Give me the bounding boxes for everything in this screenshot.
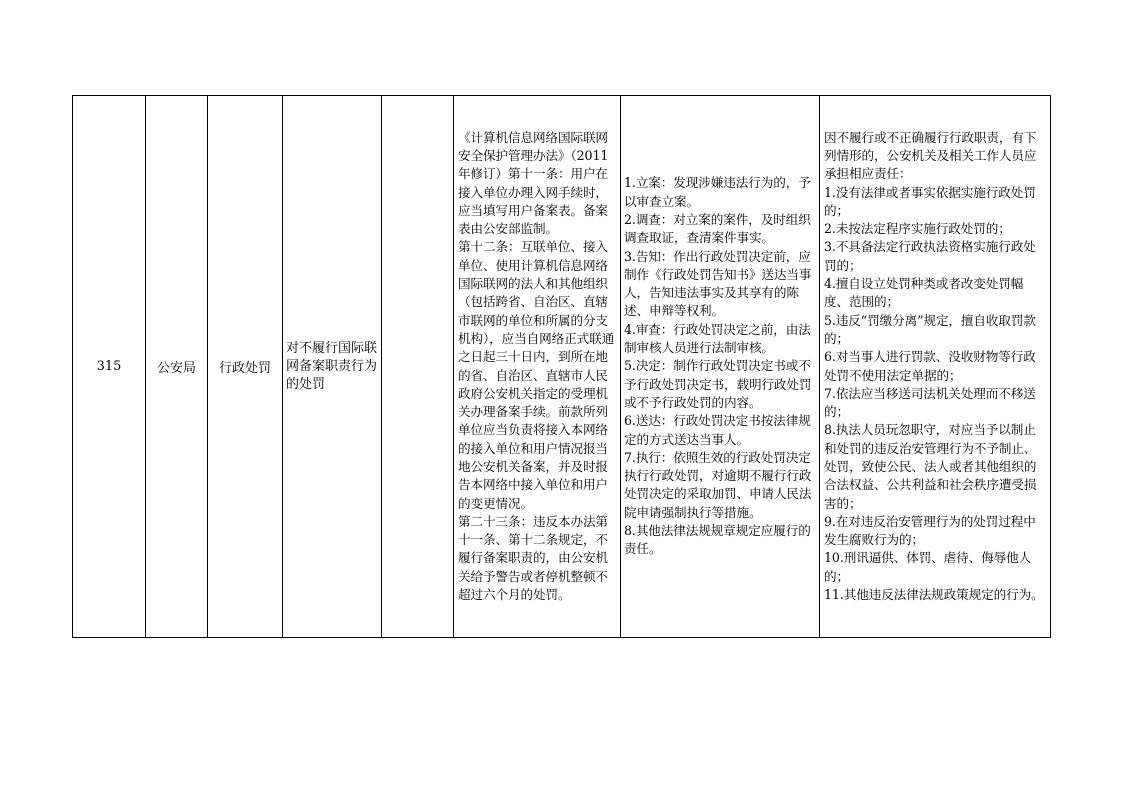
process-step: 6.送达：行政处罚决定书按法律规定的方式送达当事人。 bbox=[624, 413, 811, 447]
responsibility-table bbox=[72, 95, 1051, 638]
item-number-cell bbox=[73, 96, 146, 638]
liability-item: 1.没有法律或者事实依据实施行政处罚的； bbox=[824, 184, 1036, 218]
basis-paragraph: 第二十三条：违反本办法第十一条、第十二条规定，不履行备案职责的，由公安机关给予警告或者停机整顿不超过六个月的处罚。 bbox=[458, 513, 608, 603]
liability-item: 因不履行或不正确履行行政职责，有下列情形的，公安机关及相关工作人员应承担相应责任： bbox=[824, 129, 1037, 182]
liability-items bbox=[820, 129, 1050, 605]
item-name: 对不履行国际联网备案职责行为的处罚 bbox=[286, 340, 378, 392]
item-type-cell bbox=[208, 96, 283, 638]
basis-paragraph: 第十二条：互联单位、接入单位、使用计算机信息网络国际联网的法人和其他组织（包括跨省、自治区、直辖市联网的单位和所属的分支机构），应当自网络正式联通之日起三十日内，到所在地的省、自治区、直辖市人民政府公安机关指定的受理机关办理备案手续。前款所列单位应当负责将接入本网络的接入单位和用户情况报当地公安机关备案，并及时报告本网络中接入单位和用户的变更情况。 bbox=[458, 239, 615, 511]
process-steps bbox=[621, 174, 819, 558]
liability-item: 9.在对违反治安管理行为的处罚过程中发生腐败行为的； bbox=[824, 513, 1036, 548]
process-step: 1.立案：发现涉嫌违法行为的，予以审查立案。 bbox=[624, 175, 811, 209]
liability-item: 8.执法人员玩忽职守，对应当予以制止和处罚的违反治安管理行为不予制止、处罚，致使公民、法人或者其他组织的合法权益、公共利益和社会秩序遭受损害的； bbox=[824, 422, 1037, 511]
liability-item: 6.对当事人进行罚款、没收财物等行政处罚不使用法定单据的； bbox=[824, 349, 1036, 383]
process-step: 4.审查：行政处罚决定之前，由法制审核人员进行法制审核。 bbox=[624, 321, 811, 356]
item-number: 315 bbox=[96, 359, 122, 374]
legal-basis bbox=[454, 129, 620, 605]
basis-paragraph: 《计算机信息网络国际联网安全保护管理办法》（2011年修订）第十一条：用户在接入单位办理入网手续时，应当填写用户备案表。备案表由公安部监制。 bbox=[458, 129, 609, 237]
liability-item: 10.刑讯逼供、体罚、虐待、侮辱他人的； bbox=[824, 550, 1032, 584]
liability-item: 5.违反“罚缴分离”规定，擅自收取罚款的； bbox=[824, 312, 1036, 346]
process-step: 7.执行：依照生效的行政处罚决定执行行政处罚，对逾期不履行行政处罚决定的采取加罚、申请人民法院申请强制执行等措施。 bbox=[624, 449, 812, 520]
process-cell bbox=[621, 96, 820, 638]
liability-item: 11.其他违反法律法规政策规定的行为。 bbox=[824, 587, 1044, 603]
legal-basis-cell bbox=[454, 96, 621, 638]
table-row bbox=[73, 96, 1051, 638]
item-type: 行政处罚 bbox=[218, 361, 271, 376]
process-step: 3.告知：作出行政处罚决定前，应制作《行政处罚告知书》送达当事人，告知违法事实及其享有的陈述、申辩等权利。 bbox=[624, 248, 812, 319]
liability-cell bbox=[820, 96, 1051, 638]
process-step: 5.决定：制作行政处罚决定书或不予行政处罚决定书，载明行政处罚或不予行政处罚的内容。 bbox=[624, 358, 812, 410]
liability-item: 4.擅自设立处罚种类或者改变处罚幅度、范围的； bbox=[824, 276, 1024, 310]
liability-item: 7.依法应当移送司法机关处理而不移送的； bbox=[824, 385, 1036, 420]
process-step: 2.调查：对立案的案件，及时组织调查取证，查清案件事实。 bbox=[624, 211, 811, 246]
department-cell bbox=[146, 96, 208, 638]
item-name-cell bbox=[283, 96, 382, 638]
empty-cell bbox=[382, 96, 454, 638]
department: 公安局 bbox=[156, 361, 196, 376]
liability-item: 2.未按法定程序实施行政处罚的； bbox=[824, 221, 1011, 237]
liability-item: 3.不具备法定行政执法资格实施行政处罚的； bbox=[824, 239, 1036, 273]
process-step: 8.其他法律法规规章规定应履行的责任。 bbox=[624, 523, 811, 557]
